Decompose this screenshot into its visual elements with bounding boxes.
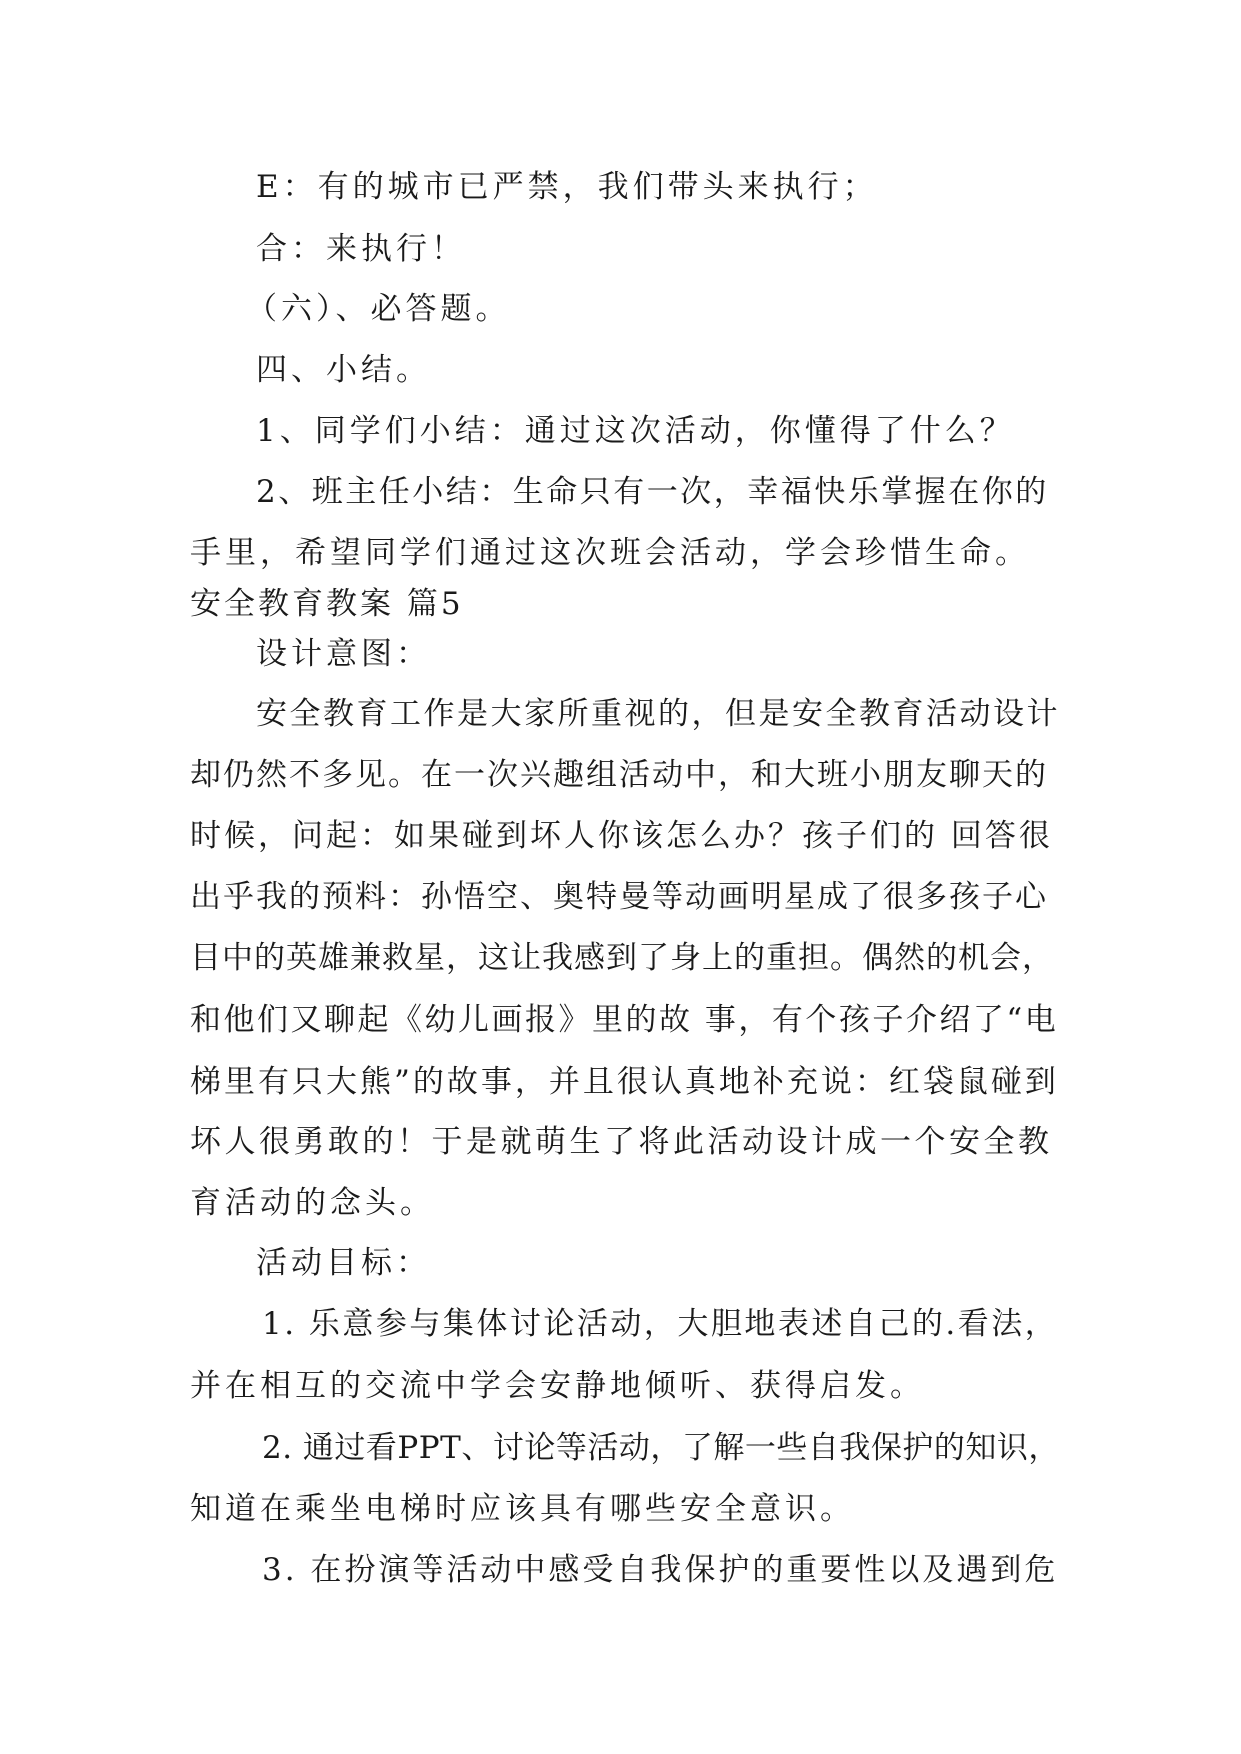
text-line: 设计意图： xyxy=(256,636,431,672)
list-item: 3. 在扮演等活动中感受自我保护的重要性以及遇到危 xyxy=(262,1552,1059,1588)
section-heading: 安全教育教案 篇5 xyxy=(190,586,464,622)
text-line: 知道在乘坐电梯时应该具有哪些安全意识。 xyxy=(190,1491,855,1527)
list-item: 1. 乐意参与集体讨论活动，大胆地表述自己的.看法， xyxy=(262,1306,1059,1342)
text-line: 2、班主任小结：生命只有一次，幸福快乐掌握在你的 xyxy=(256,474,1049,510)
list-item: 2. 通过看PPT、讨论等活动，了解一些自我保护的知识， xyxy=(262,1430,1060,1466)
text-line: E：有的城市已严禁，我们带头来执行； xyxy=(256,169,878,205)
text-line: 安全教育工作是大家所重视的，但是安全教育活动设计 xyxy=(256,696,1060,732)
text-line: 合：来执行！ xyxy=(256,231,466,267)
text-line: 四、小结。 xyxy=(256,352,431,388)
text-line: 梯里有只大熊”的故事，并且很认真地补充说：红袋鼠碰到 xyxy=(190,1064,1059,1100)
text-line: 育活动的念头。 xyxy=(190,1185,435,1221)
text-line: 并在相互的交流中学会安静地倾听、获得启发。 xyxy=(190,1368,925,1404)
text-line: （六）、必答题。 xyxy=(246,291,511,327)
text-line: 出乎我的预料：孙悟空、奥特曼等动画明星成了很多孩子心 xyxy=(190,879,1048,915)
text-line: 和他们又聊起《幼儿画报》里的故 事，有个孩子介绍了“电 xyxy=(190,1002,1059,1038)
text-line: 时候，问起：如果碰到坏人你该怎么办？孩子们的 回答很 xyxy=(190,818,1053,854)
text-line: 1、同学们小结：通过这次活动，你懂得了什么？ xyxy=(256,413,1015,449)
text-line: 坏人很勇敢的！于是就萌生了将此活动设计成一个安全教 xyxy=(190,1124,1053,1160)
text-line: 目中的英雄兼救星，这让我感到了身上的重担。偶然的机会， xyxy=(190,940,1054,976)
text-line: 活动目标： xyxy=(256,1245,431,1281)
text-line: 手里，希望同学们通过这次班会活动，学会珍惜生命。 xyxy=(190,535,1030,571)
text-line: 却仍然不多见。在一次兴趣组活动中，和大班小朋友聊天的 xyxy=(190,757,1048,793)
